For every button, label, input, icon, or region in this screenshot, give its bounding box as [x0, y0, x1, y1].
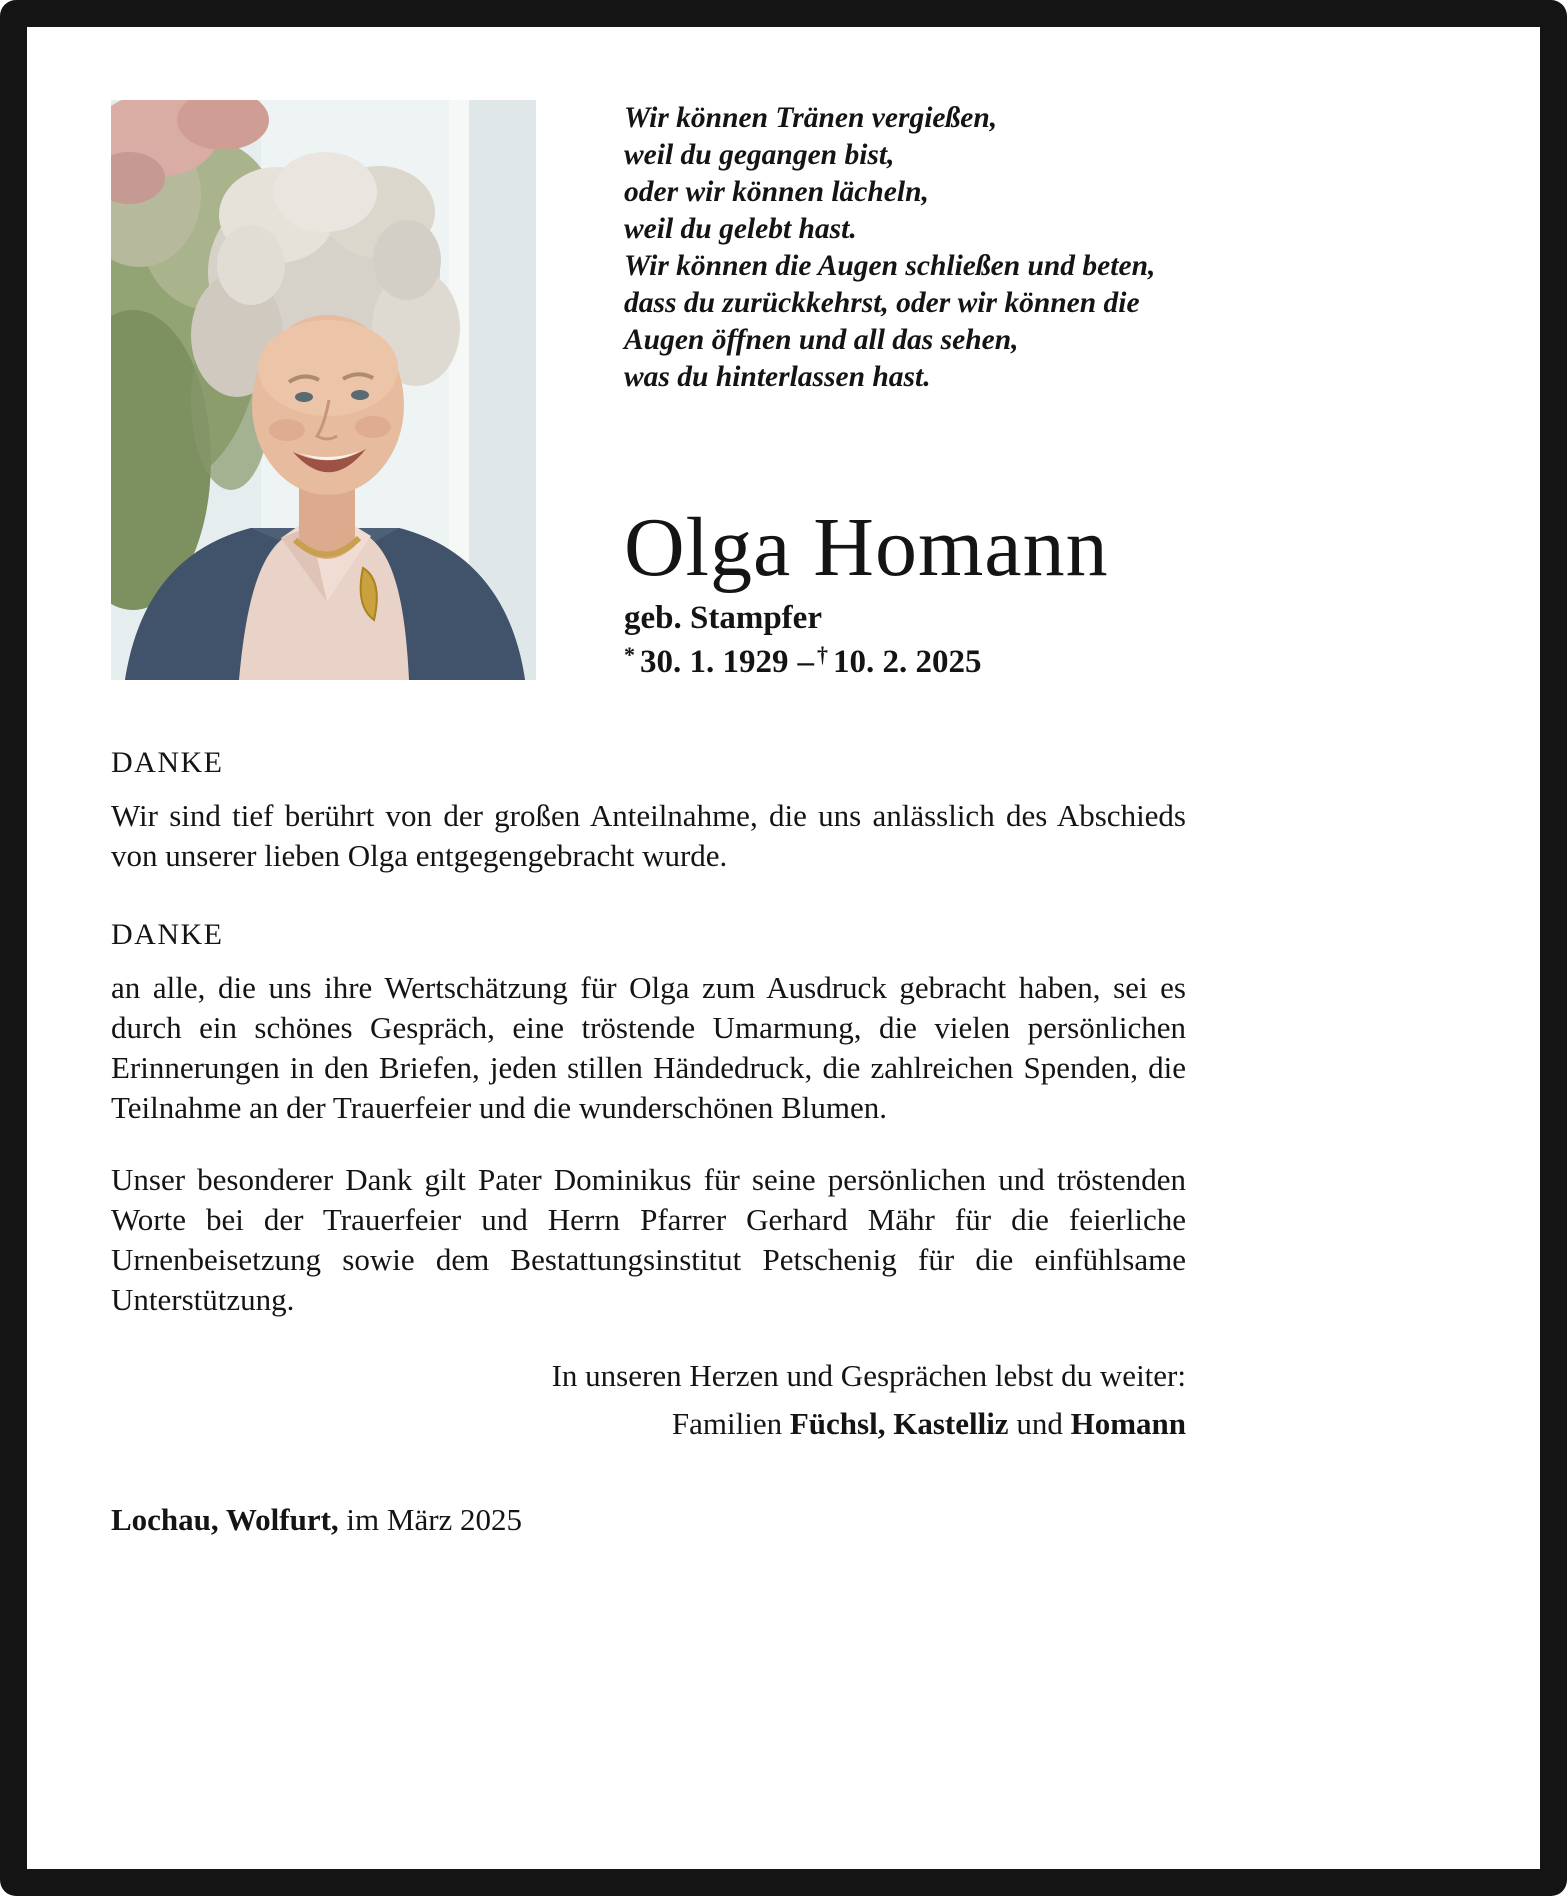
death-symbol: †: [817, 641, 828, 667]
date-separator: –: [797, 643, 814, 680]
birth-symbol: *: [624, 641, 635, 667]
poem-line: Wir können Tränen vergießen,: [624, 102, 998, 134]
dateline-places: Lochau, Wolfurt,: [111, 1502, 339, 1537]
families-conjunction: und: [1016, 1406, 1063, 1441]
death-date: 10. 2. 2025: [833, 643, 982, 680]
dateline-date: im März 2025: [346, 1502, 523, 1537]
deceased-name: Olga Homann: [624, 500, 1109, 594]
body-text: [111, 744, 1186, 1540]
families-prefix: Familien: [671, 1406, 783, 1441]
special-thanks-paragraph: Unser besonderer Dank gilt Pater Dominikus für seine persönlichen und tröstenden Worte bei der Trauerfeier und Herrn Pfarrer Gerhard Mähr für die feierliche Urnenbeisetzung sowie dem Bestattungsinstitut Petschenig für die einfühlsame Unterstützung.: [111, 1162, 1186, 1317]
top-section: [111, 100, 1186, 680]
obituary-content: [111, 100, 1186, 1540]
name-block: [624, 500, 1186, 680]
poem-line: was du hinterlassen hast.: [624, 361, 931, 393]
families-names-1: Füchsl, Kastelliz: [789, 1406, 1009, 1441]
danke-heading-1: DANKE: [111, 746, 224, 779]
danke-paragraph-1: Wir sind tief berührt von der großen Anteilnahme, die uns anlässlich des Abschieds von unserer lieben Olga entgegengebracht wurde.: [111, 798, 1186, 873]
families-names-2: Homann: [1070, 1406, 1186, 1441]
poem-line: dass du zurückkehrst, oder wir können die: [624, 287, 1140, 319]
poem-line: Augen öffnen und all das sehen,: [624, 324, 1019, 356]
danke-paragraph-2: an alle, die uns ihre Wertschätzung für Olga zum Ausdruck gebracht haben, sei es durch ein schönes Gespräch, eine tröstende Umarmung, die vielen persönlichen Erinnerungen in den Briefen, jeden stillen Händedruck, die zahlreichen Spenden, die Teilnahme an der Trauerfeier und die wunderschönen Blumen.: [111, 970, 1186, 1125]
life-dates: [624, 643, 1186, 680]
poem-line: weil du gegangen bist,: [624, 139, 895, 171]
poem-line: weil du gelebt hast.: [624, 213, 857, 245]
portrait-photo: [111, 100, 536, 680]
poem-line: oder wir können lächeln,: [624, 176, 929, 208]
poem-and-name-column: [624, 100, 1186, 680]
poem-line: Wir können die Augen schließen und beten,: [624, 250, 1156, 282]
families-line: [111, 1404, 1186, 1444]
maiden-name: geb. Stampfer: [624, 600, 822, 637]
memorial-poem: [624, 100, 1186, 396]
birth-date: 30. 1. 1929: [640, 643, 789, 680]
danke-heading-2: DANKE: [111, 918, 224, 951]
closing-line: In unseren Herzen und Gesprächen lebst du weiter:: [551, 1358, 1186, 1393]
place-date-line: [111, 1500, 1186, 1540]
portrait-illustration: [111, 100, 536, 680]
